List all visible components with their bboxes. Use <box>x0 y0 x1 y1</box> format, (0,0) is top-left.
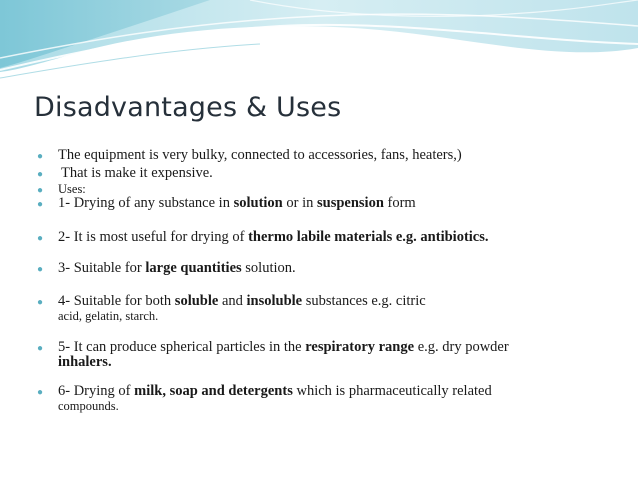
list-item <box>37 261 617 276</box>
list-item <box>37 166 617 181</box>
text-run: e.g. dry powder <box>414 339 509 355</box>
text-run: and <box>218 293 247 309</box>
bold-text: solution <box>233 195 283 211</box>
bold-text: thermo labile materials e.g. antibiotics. <box>248 229 489 245</box>
slide-title: Disadvantages & Uses <box>34 92 342 123</box>
list-item-text: That is make it expensive. <box>61 165 213 181</box>
header-wave-decoration <box>0 0 638 90</box>
circle-bullet-icon: ● <box>37 151 44 162</box>
list-item <box>37 384 617 414</box>
bold-text: respiratory range <box>305 339 415 355</box>
text-run: 4- Suitable for both <box>58 293 175 309</box>
bold-text: insoluble <box>246 293 303 309</box>
circle-bullet-icon: ● <box>37 343 44 354</box>
text-run: 3- Suitable for <box>58 260 146 276</box>
list-item <box>37 294 617 324</box>
text-run: compounds. <box>58 399 119 413</box>
bold-text: inhalers. <box>58 354 112 370</box>
text-run: substances e.g. citric <box>302 293 426 309</box>
text-run: form <box>383 195 416 211</box>
circle-bullet-icon: ● <box>37 387 44 398</box>
text-run: 1- Drying of any substance in <box>58 195 234 211</box>
list-item <box>37 196 617 211</box>
circle-bullet-icon: ● <box>37 169 44 180</box>
circle-bullet-icon: ● <box>37 297 44 308</box>
text-run: 6- Drying of <box>58 383 135 399</box>
list-item <box>37 230 617 245</box>
text-run: acid, gelatin, starch. <box>58 309 159 323</box>
circle-bullet-icon: ● <box>37 199 44 210</box>
list-item <box>37 340 617 370</box>
circle-bullet-icon: ● <box>37 264 44 275</box>
text-run: 5- It can produce spherical particles in the <box>58 339 306 355</box>
text-run: 2- It is most useful for drying of <box>58 229 249 245</box>
bold-text: soluble <box>174 293 219 309</box>
text-run: solution. <box>241 260 296 276</box>
circle-bullet-icon: ● <box>37 233 44 244</box>
list-item-text: Uses: <box>58 182 86 196</box>
bold-text: milk, soap and detergents <box>134 383 293 399</box>
list-item <box>37 148 617 163</box>
circle-bullet-icon: ● <box>37 185 44 196</box>
text-run: which is pharmaceutically related <box>292 383 492 399</box>
bold-text: large quantities <box>145 260 242 276</box>
list-item-text: The equipment is very bulky, connected to accessories, fans, heaters,) <box>58 147 462 163</box>
text-run: or in <box>282 195 317 211</box>
bold-text: suspension <box>316 195 384 211</box>
